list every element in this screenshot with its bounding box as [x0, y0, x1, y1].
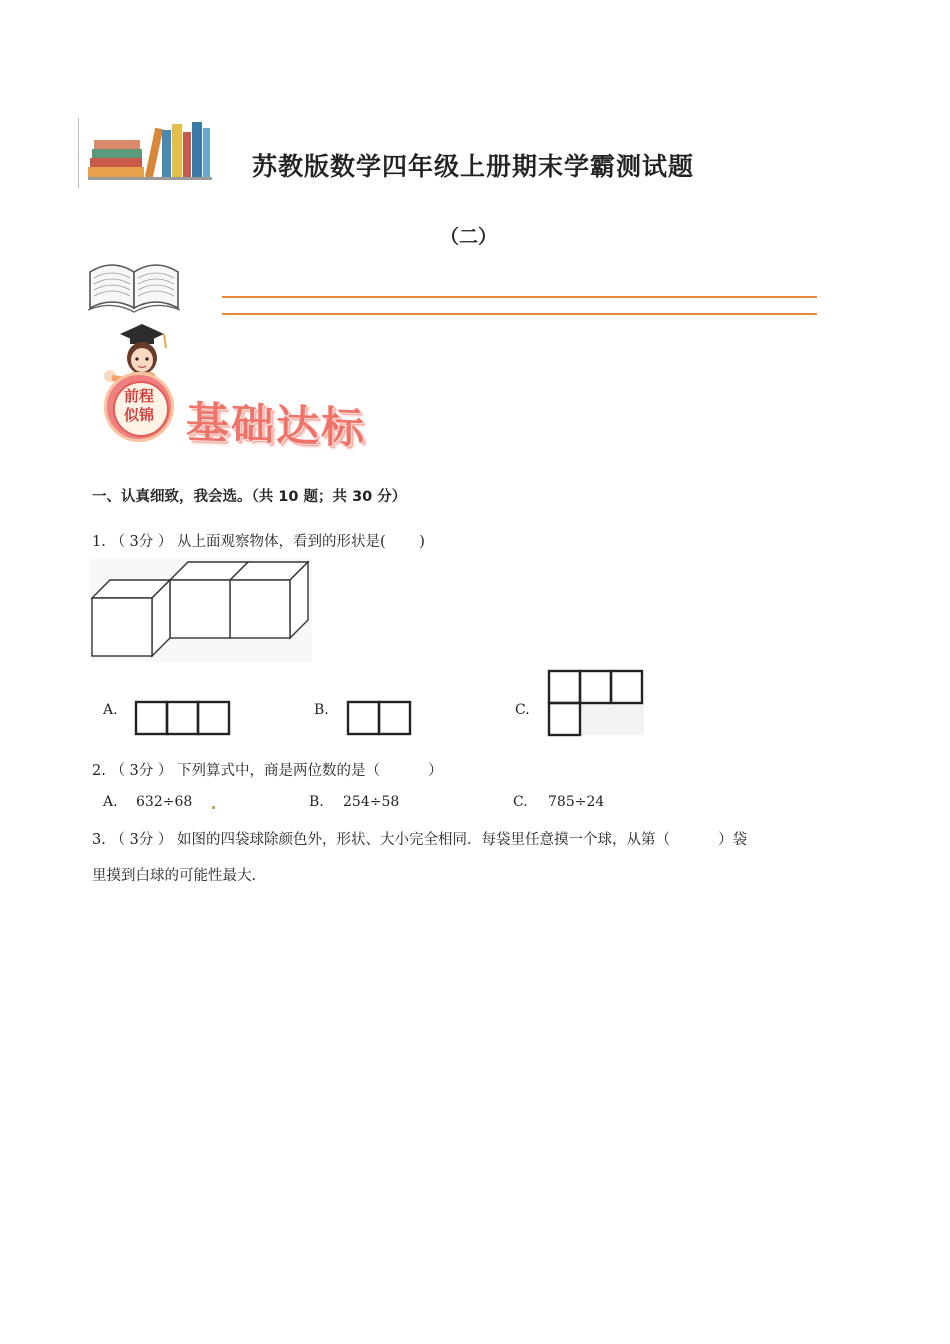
question-2-option-b-label[interactable]: B. [309, 794, 324, 810]
badge-text-bottom: 似锦 [123, 406, 154, 424]
open-book-icon [84, 250, 184, 316]
question-1-option-b-label[interactable]: B. [314, 702, 329, 718]
question-1-option-b-figure[interactable] [346, 700, 414, 736]
section-banner-heading: 基础达标 [186, 397, 366, 455]
header-rule-bottom [222, 313, 817, 315]
question-1-option-a-figure[interactable] [134, 700, 232, 736]
stray-dot [212, 806, 215, 809]
question-2-text: 2. （ 3分 ） 下列算式中，商是两位数的是（ ） [92, 763, 443, 779]
question-1-option-c-label[interactable]: C. [515, 702, 530, 718]
header-divider [78, 118, 79, 188]
page-title: 苏教版数学四年级上册期末学霸测试题 [252, 152, 695, 181]
books-icon [88, 118, 213, 182]
section-1-heading: 一、认真细致，我会选。（共 10 题；共 30 分） [92, 489, 407, 505]
question-1-text: 1. （ 3分 ） 从上面观察物体，看到的形状是( ) [92, 534, 425, 550]
badge-text-top: 前程 [123, 387, 154, 405]
header-rule-top [222, 296, 817, 298]
question-3-text-line2: 里摸到白球的可能性最大. [92, 868, 257, 884]
question-2-option-b-expr[interactable]: 254÷58 [343, 794, 400, 810]
badge-circle [104, 372, 174, 442]
page-subtitle: （二） [440, 226, 498, 248]
question-2-option-c-label[interactable]: C. [513, 794, 528, 810]
question-2-option-a-label[interactable]: A. [103, 794, 118, 810]
question-1-option-a-label[interactable]: A. [103, 702, 118, 718]
question-2-option-c-expr[interactable]: 785÷24 [548, 794, 605, 810]
question-2-option-a-expr[interactable]: 632÷68 [136, 794, 193, 810]
question-1-cube-figure [90, 558, 312, 662]
question-3-text-line1: 3. （ 3分 ） 如图的四袋球除颜色外，形状、大小完全相同．每袋里任意摸一个球，从第（ ）袋 [92, 832, 748, 848]
question-1-option-c-figure[interactable] [547, 669, 647, 737]
